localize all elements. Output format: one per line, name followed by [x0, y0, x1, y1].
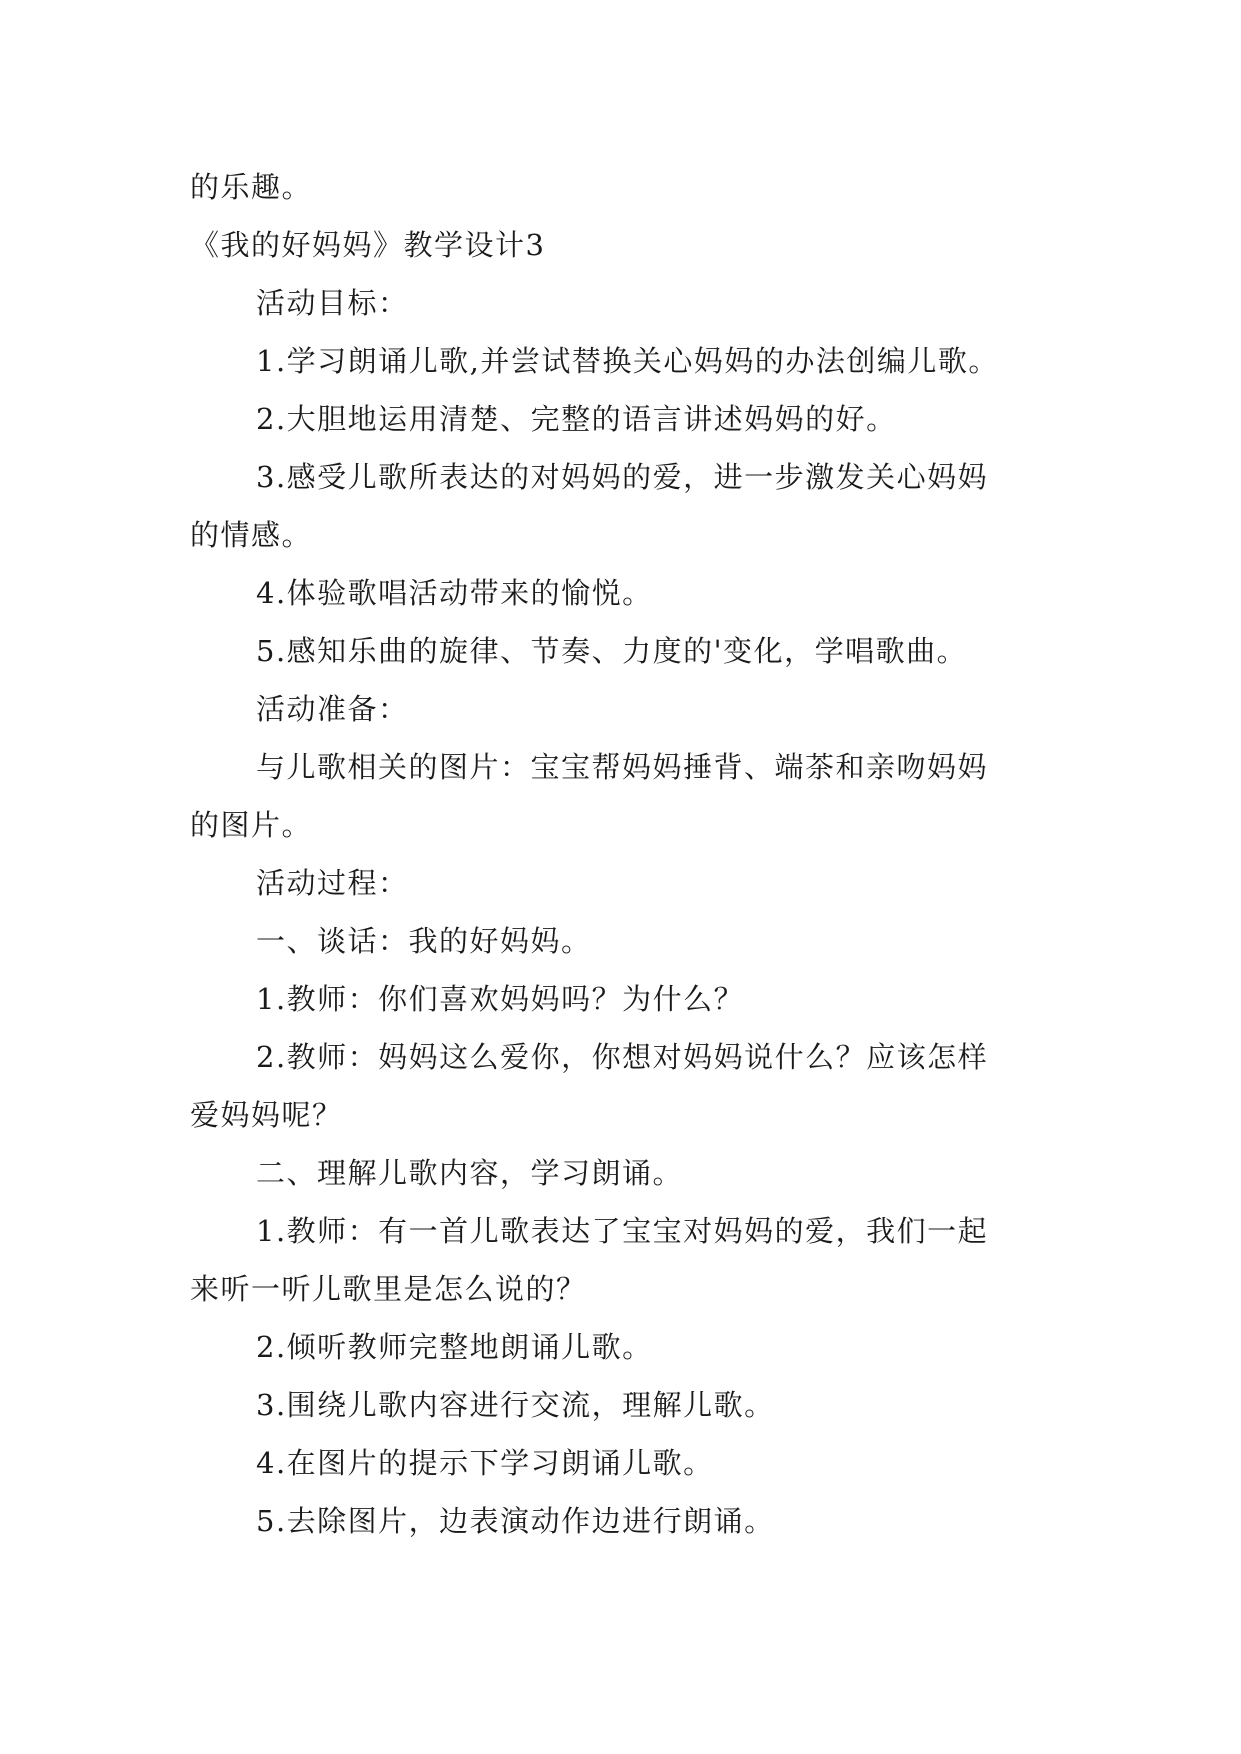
process-item: 4.在图片的提示下学习朗诵儿歌。 — [256, 1446, 714, 1480]
document-page — [190, 158, 1070, 1550]
objective-item: 1.学习朗诵儿歌,并尝试替换关心妈妈的办法创编儿歌。 — [256, 344, 999, 378]
process-step-heading: 一、谈话：我的好妈妈。 — [256, 924, 592, 958]
objective-item: 2.大胆地运用清楚、完整的语言讲述妈妈的好。 — [256, 402, 897, 436]
preparation-text: 与儿歌相关的图片：宝宝帮妈妈捶背、端茶和亲吻妈妈 — [256, 750, 989, 784]
text-line: 来听一听儿歌里是怎么说的？ — [190, 1272, 587, 1306]
process-item: 2.倾听教师完整地朗诵儿歌。 — [256, 1330, 653, 1364]
objective-item: 5.感知乐曲的旋律、节奏、力度的'变化，学唱歌曲。 — [256, 634, 968, 668]
process-item: 5.去除图片，边表演动作边进行朗诵。 — [256, 1504, 775, 1538]
subheading-preparation: 活动准备： — [256, 692, 409, 726]
text-line: 的图片。 — [190, 808, 313, 842]
process-item: 2.教师：妈妈这么爱你，你想对妈妈说什么？应该怎样 — [256, 1040, 989, 1074]
process-item: 1.教师：你们喜欢妈妈吗？为什么？ — [256, 982, 745, 1016]
subheading-process: 活动过程： — [256, 866, 409, 900]
process-item: 3.围绕儿歌内容进行交流，理解儿歌。 — [256, 1388, 775, 1422]
subheading-objectives: 活动目标： — [256, 286, 409, 320]
objective-item: 4.体验歌唱活动带来的愉悦。 — [256, 576, 653, 610]
text-line: 的乐趣。 — [190, 170, 313, 204]
text-line: 的情感。 — [190, 518, 313, 552]
process-step-heading: 二、理解儿歌内容，学习朗诵。 — [256, 1156, 684, 1190]
text-line: 爱妈妈呢？ — [190, 1098, 343, 1132]
objective-item: 3.感受儿歌所表达的对妈妈的爱，进一步激发关心妈妈 — [256, 460, 989, 494]
section-title: 《我的好妈妈》教学设计3 — [190, 228, 546, 262]
process-item: 1.教师：有一首儿歌表达了宝宝对妈妈的爱，我们一起 — [256, 1214, 989, 1248]
